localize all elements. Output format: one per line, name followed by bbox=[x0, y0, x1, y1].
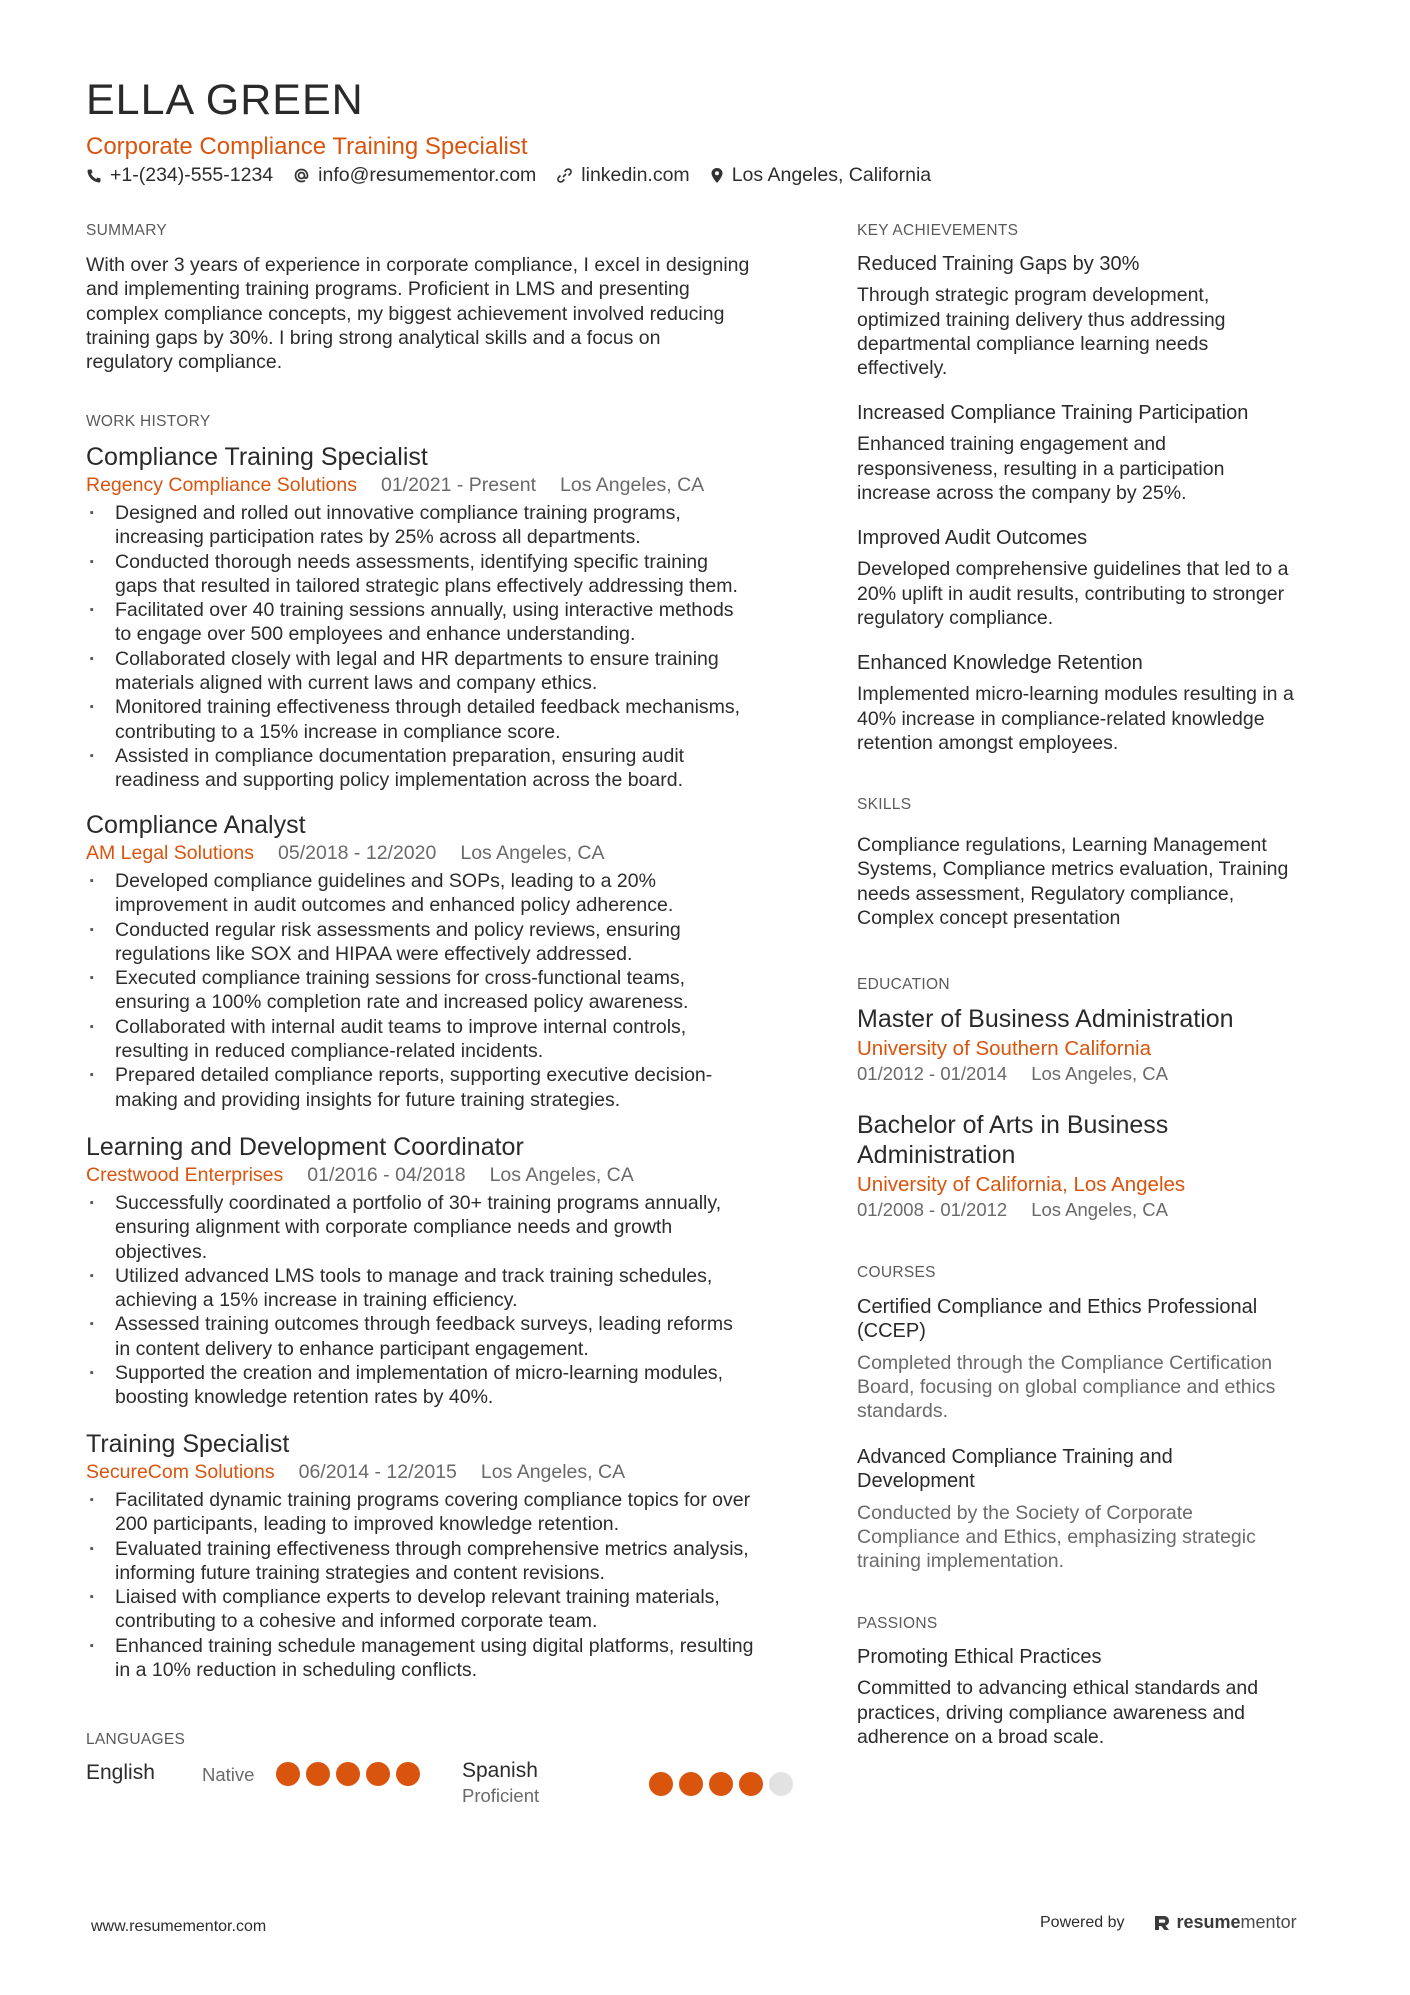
education-location: Los Angeles, CA bbox=[1031, 1063, 1168, 1084]
passion-item bbox=[857, 1645, 1337, 1749]
job-entry bbox=[86, 1133, 826, 1410]
job-bullet: · Utilized advanced LMS tools to manage and track training schedules, achieving a 15% increase in training efficiency. bbox=[86, 1264, 826, 1313]
achievement-text: Developed comprehensive guidelines that led to a 20% uplift in audit results, contributing to stronger regulatory compliance. bbox=[857, 558, 1289, 629]
passion-title: Promoting Ethical Practices bbox=[857, 1646, 1102, 1668]
location-pin-icon bbox=[710, 167, 724, 184]
summary-line: With over 3 years of experience in corporate compliance, I excel in designing bbox=[86, 254, 750, 276]
summary-line: and implementing training programs. Proficient in LMS and presenting bbox=[86, 278, 690, 301]
rating-dot bbox=[276, 1762, 300, 1786]
rating-dot bbox=[396, 1762, 420, 1786]
contact-linkedin[interactable] bbox=[556, 164, 689, 187]
summary-line: regulatory compliance. bbox=[86, 351, 283, 374]
summary-text bbox=[86, 253, 806, 374]
achievement-text: Enhanced training engagement and responsiveness, resulting in a participation increase across the company by 25%. bbox=[857, 433, 1225, 504]
job-entry bbox=[86, 1430, 826, 1682]
languages-list bbox=[86, 1761, 806, 1821]
job-bullet: · Conducted thorough needs assessments, identifying specific training gaps that resulted in tailored strategic plans effectively addressing them. bbox=[86, 550, 826, 599]
achievement-item bbox=[857, 526, 1337, 630]
achievement-text: Implemented micro-learning modules resulting in a 40% increase in compliance-related knowledge retention amongst employees. bbox=[857, 683, 1294, 754]
job-company: Regency Compliance Solutions bbox=[86, 474, 357, 496]
job-bullets bbox=[86, 1488, 826, 1682]
language-rating bbox=[276, 1762, 426, 1786]
job-entry bbox=[86, 443, 826, 793]
rating-dot bbox=[679, 1772, 703, 1796]
education-meta bbox=[857, 1199, 1337, 1221]
achievement-title: Increased Compliance Training Participation bbox=[857, 402, 1249, 424]
job-bullets bbox=[86, 1191, 826, 1410]
course-text: Completed through the Compliance Certification Board, focusing on global compliance and ethics standards. bbox=[857, 1351, 1276, 1423]
achievement-item bbox=[857, 252, 1337, 380]
contact-phone[interactable] bbox=[86, 164, 273, 187]
course-item bbox=[857, 1445, 1337, 1573]
languages-heading: LANGUAGES bbox=[86, 1731, 186, 1748]
education-item bbox=[857, 1004, 1337, 1085]
job-entry bbox=[86, 811, 826, 1112]
rating-dot bbox=[649, 1772, 673, 1796]
passions-heading: PASSIONS bbox=[857, 1615, 938, 1632]
job-title: Learning and Development Coordinator bbox=[86, 1133, 524, 1161]
job-company: AM Legal Solutions bbox=[86, 842, 255, 864]
rating-dot bbox=[306, 1762, 330, 1786]
job-bullet: · Facilitated over 40 training sessions annually, using interactive methods to engage over 500 employees and enhance understanding. bbox=[86, 598, 826, 647]
job-bullet: · Conducted regular risk assessments and policy reviews, ensuring regulations like SOX and HIPAA were effectively addressed. bbox=[86, 918, 826, 967]
education-meta bbox=[857, 1063, 1337, 1085]
education-dates: 01/2012 - 01/2014 bbox=[857, 1063, 1008, 1084]
language-level: Proficient bbox=[462, 1785, 540, 1806]
contact-bar bbox=[86, 164, 951, 187]
language-name: Spanish bbox=[462, 1759, 538, 1782]
job-bullet: · Facilitated dynamic training programs covering compliance topics for over 200 participants, leading to improved knowledge retention. bbox=[86, 1488, 826, 1537]
job-bullet: · Developed compliance guidelines and SOPs, leading to a 20% improvement in audit outcomes and enhanced policy adherence. bbox=[86, 869, 826, 918]
job-bullets bbox=[86, 869, 826, 1112]
job-meta bbox=[86, 1461, 826, 1484]
course-text: Conducted by the Society of Corporate Compliance and Ethics, emphasizing strategic training implementation. bbox=[857, 1501, 1256, 1573]
achievement-item bbox=[857, 401, 1337, 505]
footer-branding bbox=[1040, 1912, 1297, 1933]
job-meta bbox=[86, 1164, 826, 1187]
education-item bbox=[857, 1110, 1337, 1221]
school-name: University of Southern California bbox=[857, 1037, 1151, 1060]
linkedin-text: linkedin.com bbox=[581, 164, 690, 186]
job-location: Los Angeles, CA bbox=[480, 1461, 626, 1483]
degree-title: Master of Business Administration bbox=[857, 1005, 1234, 1033]
achievement-title: Reduced Training Gaps by 30% bbox=[857, 253, 1140, 275]
language-rating bbox=[649, 1772, 799, 1796]
job-location: Los Angeles, CA bbox=[560, 474, 705, 496]
key-achievements-heading: KEY ACHIEVEMENTS bbox=[857, 222, 1019, 239]
job-bullets bbox=[86, 501, 826, 793]
passion-text: Committed to advancing ethical standards and practices, driving compliance awareness and adherence on a broad scale. bbox=[857, 1677, 1259, 1748]
candidate-name: ELLA GREEN bbox=[86, 76, 364, 124]
achievement-title: Enhanced Knowledge Retention bbox=[857, 652, 1143, 674]
at-icon bbox=[293, 167, 310, 184]
phone-icon bbox=[86, 168, 102, 184]
language-name: English bbox=[86, 1761, 155, 1784]
job-dates: 01/2021 - Present bbox=[380, 474, 537, 496]
job-bullet: · Prepared detailed compliance reports, supporting executive decision- making and providing insights for future training strategies. bbox=[86, 1063, 826, 1112]
email-text: info@resumementor.com bbox=[318, 164, 537, 186]
degree-title: Bachelor of Arts in Business Administration bbox=[857, 1111, 1169, 1169]
job-bullet: · Liaised with compliance experts to develop relevant training materials, contributing to a cohesive and informed corporate team. bbox=[86, 1585, 826, 1634]
job-company: SecureCom Solutions bbox=[86, 1461, 275, 1483]
job-title: Compliance Analyst bbox=[86, 811, 306, 839]
course-title: Advanced Compliance Training and Development bbox=[857, 1446, 1173, 1493]
brand-bold: resume bbox=[1176, 1912, 1241, 1932]
job-meta bbox=[86, 474, 826, 497]
job-bullet: · Designed and rolled out innovative compliance training programs, increasing participation rates by 25% across all departments. bbox=[86, 501, 826, 550]
contact-location bbox=[710, 164, 931, 187]
achievement-title: Improved Audit Outcomes bbox=[857, 527, 1088, 549]
rating-dot bbox=[366, 1762, 390, 1786]
job-bullet: · Collaborated with internal audit teams to improve internal controls, resulting in reduced compliance-related incidents. bbox=[86, 1015, 826, 1064]
job-title: Compliance Training Specialist bbox=[86, 443, 428, 471]
rating-dot bbox=[769, 1772, 793, 1796]
education-location: Los Angeles, CA bbox=[1031, 1199, 1168, 1220]
job-company: Crestwood Enterprises bbox=[86, 1164, 284, 1186]
summary-line: training gaps by 30%. I bring strong analytical skills and a focus on bbox=[86, 326, 661, 349]
courses-heading: COURSES bbox=[857, 1264, 936, 1281]
location-text: Los Angeles, California bbox=[731, 164, 932, 186]
job-bullet: · Evaluated training effectiveness through comprehensive metrics analysis, informing future training strategies and content revisions. bbox=[86, 1537, 826, 1586]
job-title: Training Specialist bbox=[86, 1430, 290, 1458]
contact-email[interactable] bbox=[293, 164, 536, 187]
resumementor-logo-icon bbox=[1153, 1914, 1171, 1932]
education-dates: 01/2008 - 01/2012 bbox=[857, 1199, 1008, 1220]
job-dates: 05/2018 - 12/2020 bbox=[278, 842, 437, 864]
link-icon bbox=[556, 167, 573, 184]
job-bullet: · Assessed training outcomes through feedback surveys, leading reforms in content delivery to enhance participant engagement. bbox=[86, 1312, 826, 1361]
skills-heading: SKILLS bbox=[857, 796, 912, 813]
summary-line: complex compliance concepts, my biggest achievement involved reducing bbox=[86, 302, 725, 325]
job-meta bbox=[86, 842, 826, 865]
rating-dot bbox=[709, 1772, 733, 1796]
work-history-heading: WORK HISTORY bbox=[86, 413, 211, 430]
job-dates: 01/2016 - 04/2018 bbox=[307, 1164, 466, 1186]
language-level: Native bbox=[202, 1764, 255, 1785]
skills-text: Compliance regulations, Learning Management Systems, Compliance metrics evaluation, Training needs assessment, Regulatory compliance, Complex concept presentation bbox=[857, 834, 1289, 929]
course-item bbox=[857, 1295, 1337, 1423]
brand-logo[interactable] bbox=[1153, 1912, 1297, 1933]
candidate-title: Corporate Compliance Training Specialist bbox=[86, 133, 528, 160]
job-location: Los Angeles, CA bbox=[489, 1164, 634, 1186]
footer-website[interactable]: www.resumementor.com bbox=[91, 1918, 267, 1935]
phone-text: +1-(234)-555-1234 bbox=[110, 164, 274, 186]
summary-heading: SUMMARY bbox=[86, 222, 168, 239]
job-location: Los Angeles, CA bbox=[460, 842, 605, 864]
powered-by-text: Powered by bbox=[1040, 1913, 1125, 1931]
job-bullet: · Successfully coordinated a portfolio of 30+ training programs annually, ensuring alignment with corporate compliance needs and growth objectives. bbox=[86, 1191, 826, 1264]
brand-rest: mentor bbox=[1240, 1912, 1297, 1932]
job-bullet: · Supported the creation and implementation of micro-learning modules, boosting knowledge retention rates by 40%. bbox=[86, 1361, 826, 1410]
achievement-item bbox=[857, 651, 1337, 755]
job-bullet: · Executed compliance training sessions for cross-functional teams, ensuring a 100% completion rate and increased policy awareness. bbox=[86, 966, 826, 1015]
job-dates: 06/2014 - 12/2015 bbox=[298, 1461, 457, 1483]
rating-dot bbox=[739, 1772, 763, 1796]
education-heading: EDUCATION bbox=[857, 976, 950, 993]
achievement-text: Through strategic program development, optimized training delivery thus addressing departmental compliance learning needs effectively. bbox=[857, 284, 1226, 380]
job-bullet: · Enhanced training schedule management using digital platforms, resulting in a 10% reduction in scheduling conflicts. bbox=[86, 1634, 826, 1683]
course-title: Certified Compliance and Ethics Professional (CCEP) bbox=[857, 1296, 1258, 1343]
rating-dot bbox=[336, 1762, 360, 1786]
school-name: University of California, Los Angeles bbox=[857, 1173, 1186, 1196]
job-bullet: · Monitored training effectiveness through detailed feedback mechanisms, contributing to a 15% increase in compliance score. bbox=[86, 695, 826, 744]
job-bullet: · Collaborated closely with legal and HR departments to ensure training materials aligned with current laws and company ethics. bbox=[86, 647, 826, 696]
job-bullet: · Assisted in compliance documentation preparation, ensuring audit readiness and supporting policy implementation across the board. bbox=[86, 744, 826, 793]
